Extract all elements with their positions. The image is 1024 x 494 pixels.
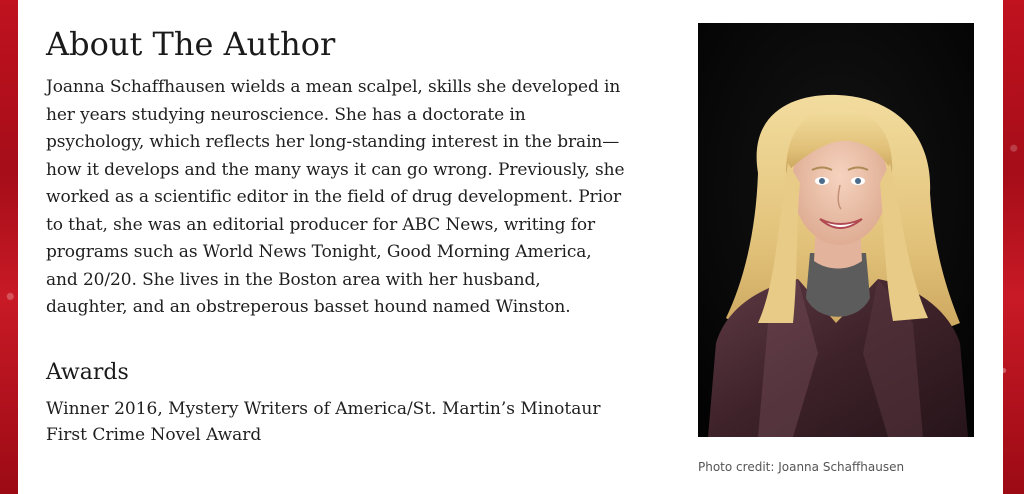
author-photo — [698, 23, 974, 437]
page-title: About The Author — [46, 25, 336, 63]
award-item: Winner 2016, Mystery Writers of America/St. Martin’s Minotaur First Crime Novel Award — [46, 398, 601, 445]
author-portrait-image — [698, 23, 974, 437]
author-text-column — [46, 22, 626, 448]
photo-credit: Photo credit: Joanna Schaffhausen — [698, 460, 905, 474]
author-bio: Joanna Schaffhausen wields a mean scalpel, skills she developed in her years studying neuroscience. She has a doctorate in psychology, which reflects her long-standing interest in the brain—how it develops and the many ways it can go wrong. Previously, she worked as a scientific editor in the field of drug development. Prior to that, she was an editorial producer for ABC News, writing for programs such as World News Tonight, Good Morning America, and 20/20. She lives in the Boston area with her husband, daughter, and an obstreperous basset hound named Winston. — [46, 77, 625, 317]
awards-heading: Awards — [46, 359, 129, 385]
author-panel — [18, 0, 1003, 494]
